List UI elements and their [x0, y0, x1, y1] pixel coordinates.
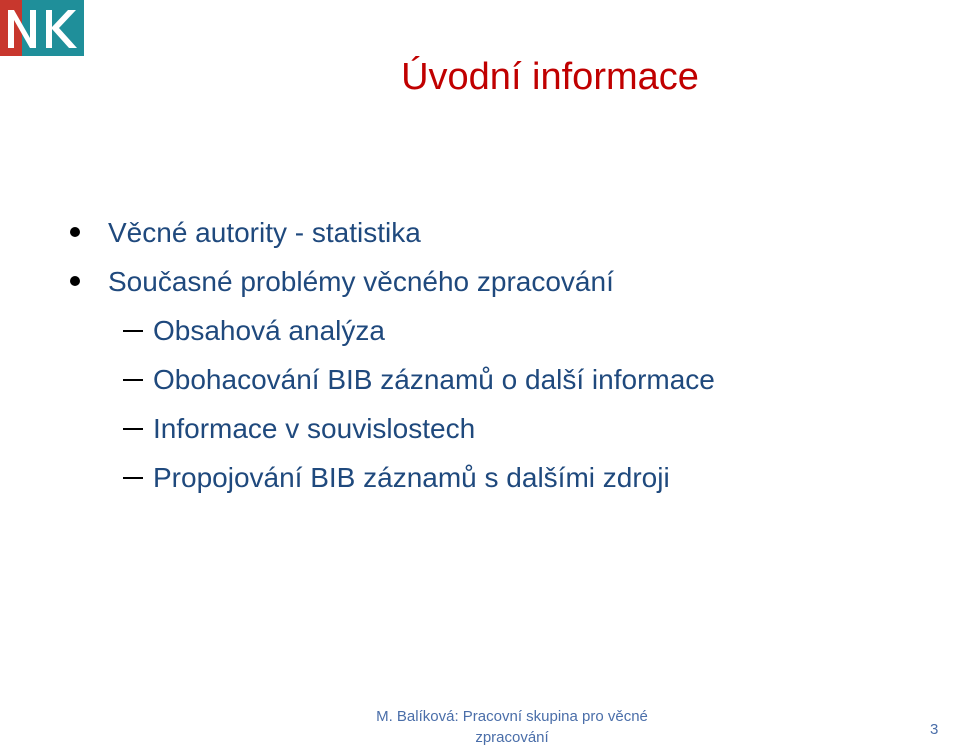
page-number: 3	[930, 721, 939, 738]
bullet-text: Informace v souvislostech	[153, 413, 476, 444]
sub-bullet-item	[0, 453, 960, 502]
footer-line-2: zpracování	[475, 729, 549, 746]
sub-bullet-item	[0, 306, 960, 355]
bullet-text: Obohacování BIB záznamů o další informace	[153, 364, 715, 395]
bullet-item	[0, 257, 960, 306]
slide-title: Úvodní informace	[401, 56, 699, 98]
dash-icon	[123, 379, 143, 381]
bullet-text: Obsahová analýza	[153, 315, 385, 346]
bullet-list	[0, 208, 960, 502]
sub-bullet-item	[0, 355, 960, 404]
bullet-text: Současné problémy věcného zpracování	[108, 266, 614, 297]
dash-icon	[123, 330, 143, 332]
dash-icon	[123, 477, 143, 479]
bullet-dot-icon	[70, 276, 80, 286]
nk-logo	[0, 0, 84, 56]
footer-line-1: M. Balíková: Pracovní skupina pro věcné	[376, 708, 648, 725]
bullet-text: Propojování BIB záznamů s dalšími zdroji	[153, 462, 670, 493]
sub-bullet-item	[0, 404, 960, 453]
bullet-text: Věcné autority - statistika	[108, 217, 421, 248]
slide-footer	[362, 706, 662, 748]
bullet-dot-icon	[70, 227, 80, 237]
bullet-item	[0, 208, 960, 257]
dash-icon	[123, 428, 143, 430]
